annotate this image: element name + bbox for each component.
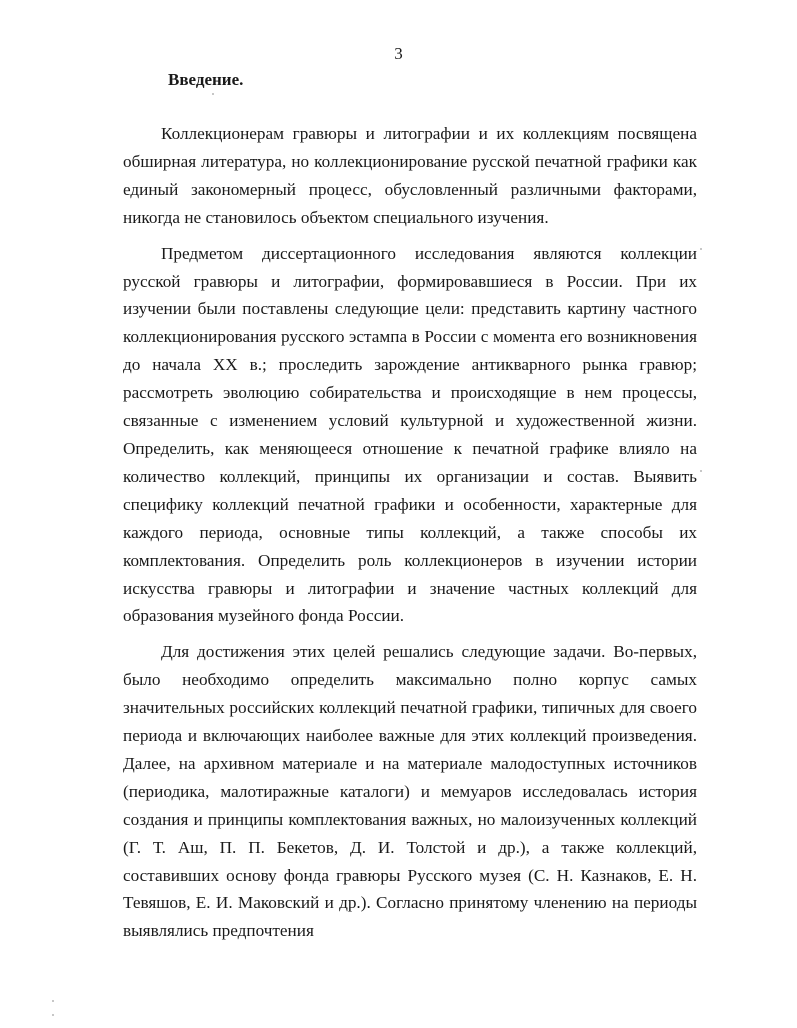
scan-speck: [700, 248, 702, 250]
scan-speck: [52, 1014, 54, 1016]
body-text: [123, 120, 697, 953]
section-heading: Введение.: [168, 70, 244, 89]
paragraph-2: Предметом диссертационного исследования являются коллекции русской гравюры и литографии, формировавшиеся в России. При их изучении были поставлены следующие цели: представить картину частного коллекционирования русского эстампа в России с момента его возникновения до начала XX в.; проследить зарождение антикварного рынка гравюр; рассмотреть эволюцию собирательства и происходящие в нем процессы, связанные с изменением условий культурной и художественной жизни. Определить, как меняющееся отношение к печатной графике влияло на количество коллекций, принципы их организации и состав. Выявить специфику коллекций печатной графики и особенности, характерные для каждого периода, основные типы коллекций, а также способы их комплектования. Определить роль коллекционеров в изучении истории искусства гравюры и литографии и значение частных коллекций для образования музейного фонда России.: [123, 243, 697, 626]
scan-speck: [700, 470, 702, 472]
scan-speck: [212, 93, 214, 95]
paragraph-1: Коллекционерам гравюры и литографии и их коллекциям посвящена обширная литература, но коллекционирование русской печатной графики как единый закономерный процесс, обусловленный различными факторами, никогда не становилось объектом специального изучения.: [123, 124, 697, 227]
scan-speck: [52, 1000, 54, 1002]
page-number: 3: [394, 44, 403, 63]
paragraph-3: Для достижения этих целей решались следующие задачи. Во-первых, было необходимо определить максимально полно корпус самых значительных российских коллекций печатной графики, типичных для своего периода и включающих наиболее важные для этих коллекций произведения. Далее, на архивном материале и на материале малодоступных источников (периодика, малотиражные каталоги) и мемуаров исследовалась история создания и принципы комплектования важных, но малоизученных коллекций (Г. Т. Аш, П. П. Бекетов, Д. И. Толстой и др.), а также коллекций, составивших основу фонда гравюры Русского музея (С. Н. Казнаков, Е. Н. Тевяшов, Е. И. Маковский и др.). Согласно принятому членению на периоды выявлялись предпочтения: [123, 642, 697, 941]
